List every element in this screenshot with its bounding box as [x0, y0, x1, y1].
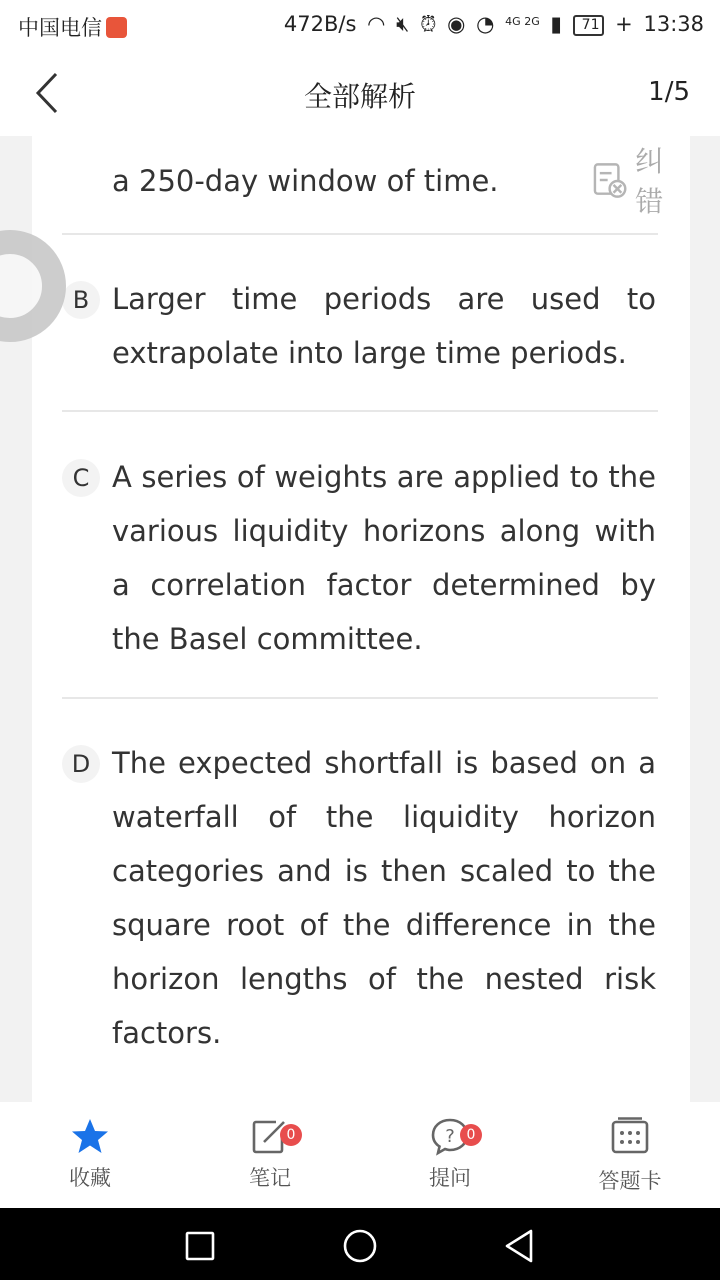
ask-label: 提问 — [429, 1166, 471, 1190]
notes-badge: 0 — [280, 1124, 302, 1146]
option-letter: D — [62, 745, 100, 783]
option-letter: B — [62, 281, 100, 319]
option-text: Larger time periods are used to extrapolate into large time periods. — [112, 282, 656, 370]
divider — [62, 410, 658, 412]
svg-text:?: ? — [445, 1126, 455, 1147]
option-b[interactable] — [62, 281, 658, 381]
recent-apps-icon[interactable] — [180, 1226, 220, 1266]
answer-card-icon — [610, 1116, 650, 1156]
ask-badge: 0 — [460, 1124, 482, 1146]
battery-level: 71 — [581, 17, 600, 33]
option-a-text-tail: a 250-day window of time. — [112, 164, 499, 198]
status-bar — [0, 0, 720, 50]
answer-card-label: 答题卡 — [598, 1169, 662, 1193]
ask-button[interactable] — [370, 1102, 530, 1208]
clock: 13:38 — [643, 12, 704, 36]
charging-icon: + — [615, 12, 633, 36]
option-d[interactable] — [62, 745, 658, 1065]
star-icon — [70, 1116, 110, 1156]
status-right — [280, 12, 704, 37]
option-c[interactable] — [62, 459, 658, 659]
net-speed: 472B/s — [283, 12, 357, 36]
option-text: A series of weights are applied to the various liquidity horizons along with a correlation factor determined by the Basel committee. — [112, 460, 656, 656]
home-icon[interactable] — [340, 1226, 380, 1266]
page-title: 全部解析 — [303, 80, 416, 113]
report-error-icon — [592, 161, 627, 199]
option-letter: C — [62, 459, 100, 497]
question-card — [32, 136, 690, 1102]
answer-card-button[interactable] — [550, 1102, 710, 1208]
title-bar — [0, 50, 720, 136]
divider — [62, 697, 658, 699]
wifi-icon: ◔ — [476, 12, 495, 36]
carrier-app-icon — [106, 17, 127, 38]
battery-icon — [573, 15, 605, 36]
bottom-toolbar — [0, 1102, 720, 1208]
notes-label: 笔记 — [249, 1166, 291, 1190]
favorite-label: 收藏 — [69, 1166, 111, 1190]
headphone-icon: ◠ — [367, 12, 386, 36]
report-error-label: 纠错 — [635, 145, 664, 218]
back-triangle-icon[interactable] — [500, 1226, 540, 1266]
back-arrow-icon[interactable] — [30, 70, 70, 116]
network-type: 4G 2G — [505, 15, 540, 28]
divider — [62, 233, 658, 235]
alarm-icon: ⏰︎ — [420, 12, 437, 36]
carrier — [18, 12, 127, 42]
navigation-bar — [0, 1208, 720, 1280]
mute-icon: 🔇︎ — [396, 12, 410, 36]
eye-icon: ◉ — [447, 12, 466, 36]
report-error-button[interactable] — [592, 145, 690, 218]
carrier-name: 中国电信 — [18, 16, 102, 40]
notes-button[interactable] — [190, 1102, 350, 1208]
question-counter: 1/5 — [648, 77, 690, 107]
signal-icon: ▮ — [550, 12, 562, 36]
favorite-button[interactable] — [10, 1102, 170, 1208]
option-text: The expected shortfall is based on a waterfall of the liquidity horizon categories and is then scaled to the square root of the difference in the horizon lengths of the nested risk factors. — [112, 746, 656, 1050]
